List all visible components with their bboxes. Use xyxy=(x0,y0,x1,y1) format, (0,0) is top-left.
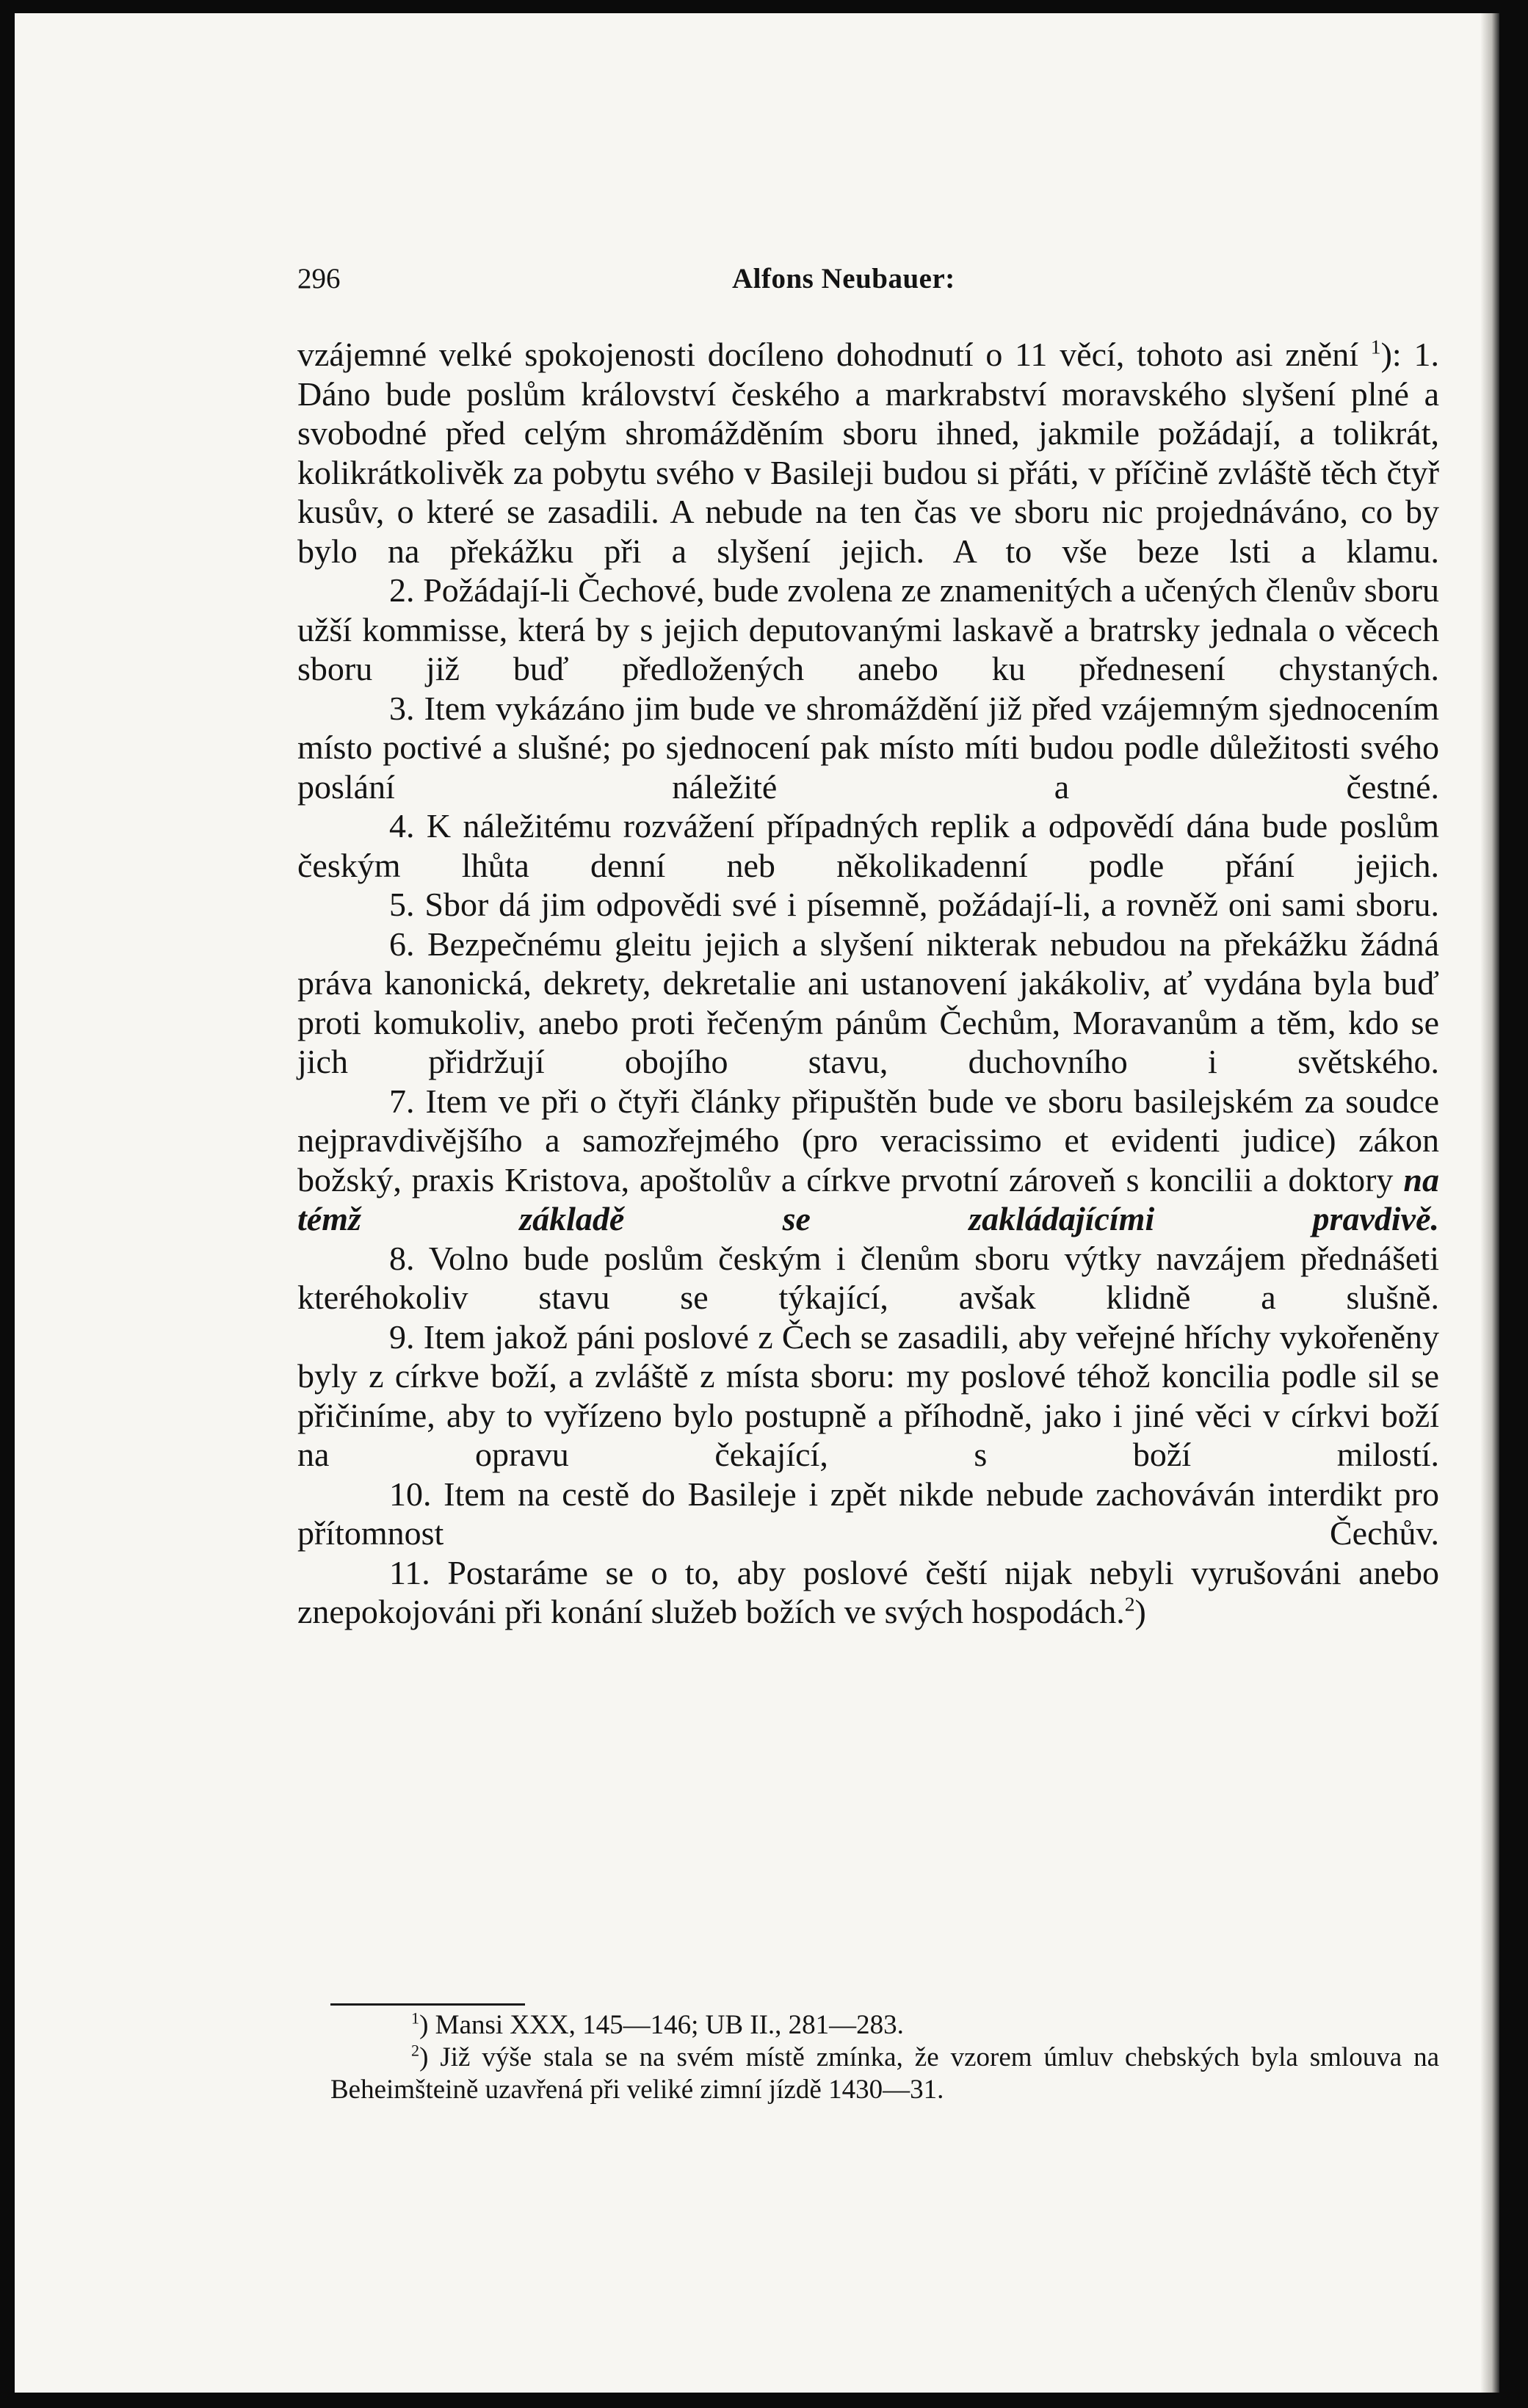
footnote-2-mark: 2 xyxy=(411,2041,420,2060)
article-4: 4. K náležitému rozvážení případných replik a odpovědí dána bude poslům českým lhůta denní neb několikadenní podle přání jejich. xyxy=(297,807,1439,884)
article-10: 10. Item na cestě do Basileje i zpět nikde nebude zachováván interdikt pro přítomnost Čechův. xyxy=(297,1475,1439,1552)
article-9: 9. Item jakož páni poslové z Čech se zasadili, aby veřejné hříchy vykořeněny byly z církve boží, a zvláště z místa sboru: my poslové téhož koncilia podle sil se přičiníme, aby to vyřízeno bylo postupně a příhodně, jako i jiné věci v církvi boží na opravu čekající, s boží milostí. xyxy=(297,1317,1439,1473)
intro-tail-text: ): 1. Dáno bude poslům království českého a markrabství moravského slyšení plné a svobodné před celým shromážděním sboru ihned, jakmile požádají, a tolikrát, kolikrátkolivěk za pobytu svého v Basileji budou si přáti, v příčině zvláště těch čtyř kusův, o které se zasadili. A nebude na ten čas ve sboru nic projednáváno, co by bylo na překážku při a slyšení jejich. A to vše beze lsti a klamu. xyxy=(297,336,1439,570)
article-11-text: 11. Postaráme se o to, aby poslové čeští nijak nebyli vyrušováni anebo znepokojováni při konání služeb božích ve svých hospodách. xyxy=(297,1553,1439,1630)
article-3: 3. Item vykázáno jim bude ve shromáždění již před vzájemným sjednocením místo poctivé a slušné; po sjednocení pak místo míti budou podle důležitosti svého poslání náležité a čestné. xyxy=(297,689,1439,806)
intro-paragraph xyxy=(297,335,1439,571)
footnote-1-mark: 1 xyxy=(411,2009,420,2028)
article-8: 8. Volno bude poslům českým i členům sboru výtky navzájem přednášeti kteréhokoliv stavu se týkající, avšak klidně a slušně. xyxy=(297,1239,1439,1316)
footnote-ref-2: 2 xyxy=(1124,1592,1135,1616)
article-7-emphasis: na témž základě se zakládajícími pravdivě. xyxy=(297,1160,1439,1237)
intro-text: vzájemné velké spokojenosti docíleno dohodnutí o 11 věcí, tohoto asi znění xyxy=(297,336,1358,373)
article-6: 6. Bezpečnému gleitu jejich a slyšení nikterak nebudou na překážku žádná práva kanonická, dekrety, dekretalie ani ustanovení jakákoliv, ať vydána byla buď proti komukoliv, anebo proti řečeným pánům Čechům, Moravanům a těm, kdo se jich přidržují obojího stavu, duchovního i světského. xyxy=(297,925,1439,1080)
article-5: 5. Sbor dá jim odpovědi své i písemně, požádají-li, a rovněž oni sami sboru. xyxy=(389,886,1439,923)
footnote-1 xyxy=(330,2009,1439,2042)
footnote-rule xyxy=(330,2003,525,2006)
footnote-2 xyxy=(330,2042,1439,2106)
body-text xyxy=(297,335,1439,1632)
article-7-text: 7. Item ve při o čtyři články připuštěn bude ve sboru basilejském za soudce nejpravdivějšího a samozřejmého (pro veracissimo et evidenti judice) zákon božský, praxis Kristova, apoštolův a církve prvotní zároveň s koncilii a doktory xyxy=(297,1082,1439,1198)
footnotes xyxy=(330,2009,1439,2106)
footnote-2-text: ) Již výše stala se na svém místě zmínka, že vzorem úmluv chebských byla smlouva na Beheimšteině uzavřená při veliké zimní jízdě 1430—31. xyxy=(330,2042,1439,2105)
page-number: 296 xyxy=(297,263,341,294)
article-2: 2. Požádají-li Čechové, bude zvolena ze znamenitých a učených členův sboru užší kommisse, která by s jejich deputovanými laskavě a bratrsky jednala o věcech sboru již buď předložených anebo ku přednesení chystaných. xyxy=(297,571,1439,687)
article-7 xyxy=(297,1082,1439,1239)
book-page xyxy=(15,13,1499,2393)
article-11: 11. Postaráme se o to, aby poslové čeští nijak nebyli vyrušováni anebo znepokojováni při konání služeb božích ve svých hospodách.$^2$) xyxy=(297,1553,1439,1630)
footnote-1-text: ) Mansi XXX, 145—146; UB II., 281—283. xyxy=(419,2010,904,2040)
footnote-ref-1: 1 xyxy=(1370,335,1381,358)
running-title: Alfons Neubauer: xyxy=(732,263,955,294)
page-header xyxy=(297,257,1499,301)
page-spine-shadow xyxy=(1480,13,1499,2393)
